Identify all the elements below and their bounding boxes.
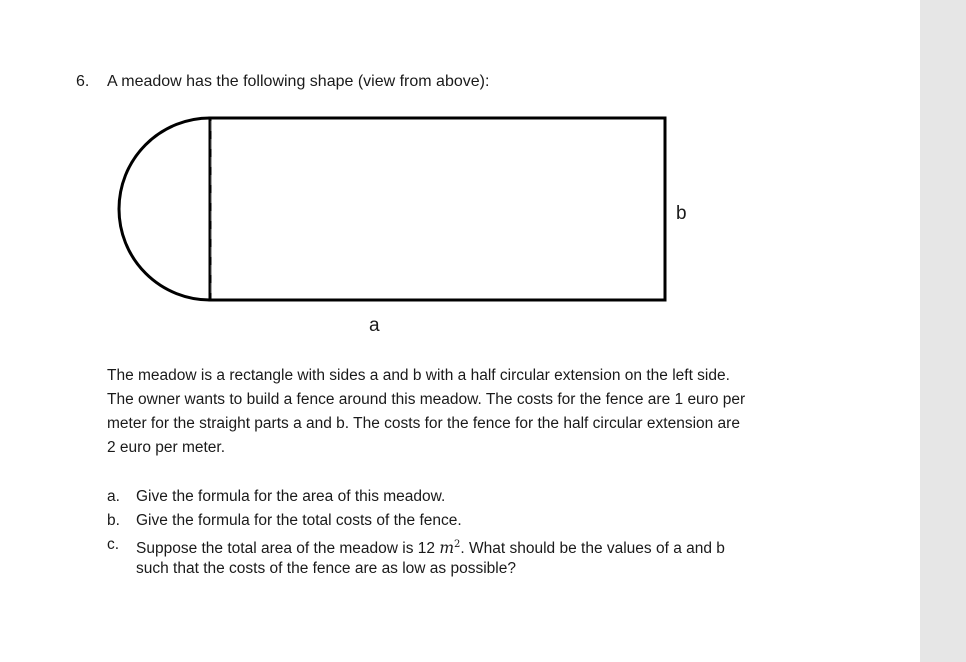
paragraph-line: The meadow is a rectangle with sides a and b with a half circular extension on the left side. — [107, 367, 730, 384]
paragraph-line: The owner wants to build a fence around this meadow. The costs for the fence are 1 euro per — [107, 391, 746, 408]
list-marker: c. — [107, 536, 120, 553]
math-base: m — [439, 539, 455, 557]
question-title: A meadow has the following shape (view from above): — [107, 73, 490, 90]
math-expression — [439, 539, 460, 557]
problem-description — [107, 364, 827, 460]
viewer-gutter — [920, 0, 966, 662]
list-item-text: Give the formula for the total costs of the fence. — [136, 512, 462, 529]
list-item-text: such that the costs of the fence are as low as possible? — [136, 560, 516, 577]
list-item-text: Give the formula for the area of this meadow. — [136, 488, 446, 505]
meadow-rectangle — [210, 118, 665, 300]
text-segment: . What should be the values of a and b — [460, 540, 725, 557]
paragraph-line: 2 euro per meter. — [107, 439, 226, 456]
math-exponent: 2 — [454, 539, 461, 550]
half-circle-extension — [119, 118, 210, 300]
list-marker: a. — [107, 488, 120, 505]
side-label-b: b — [676, 203, 687, 224]
question-number: 6. — [76, 73, 90, 90]
side-label-a: a — [369, 315, 380, 336]
text-segment: Suppose the total area of the meadow is 12 — [136, 540, 440, 557]
paragraph-line: meter for the straight parts a and b. The costs for the fence for the half circular extension are — [107, 415, 740, 432]
list-marker: b. — [107, 512, 120, 529]
